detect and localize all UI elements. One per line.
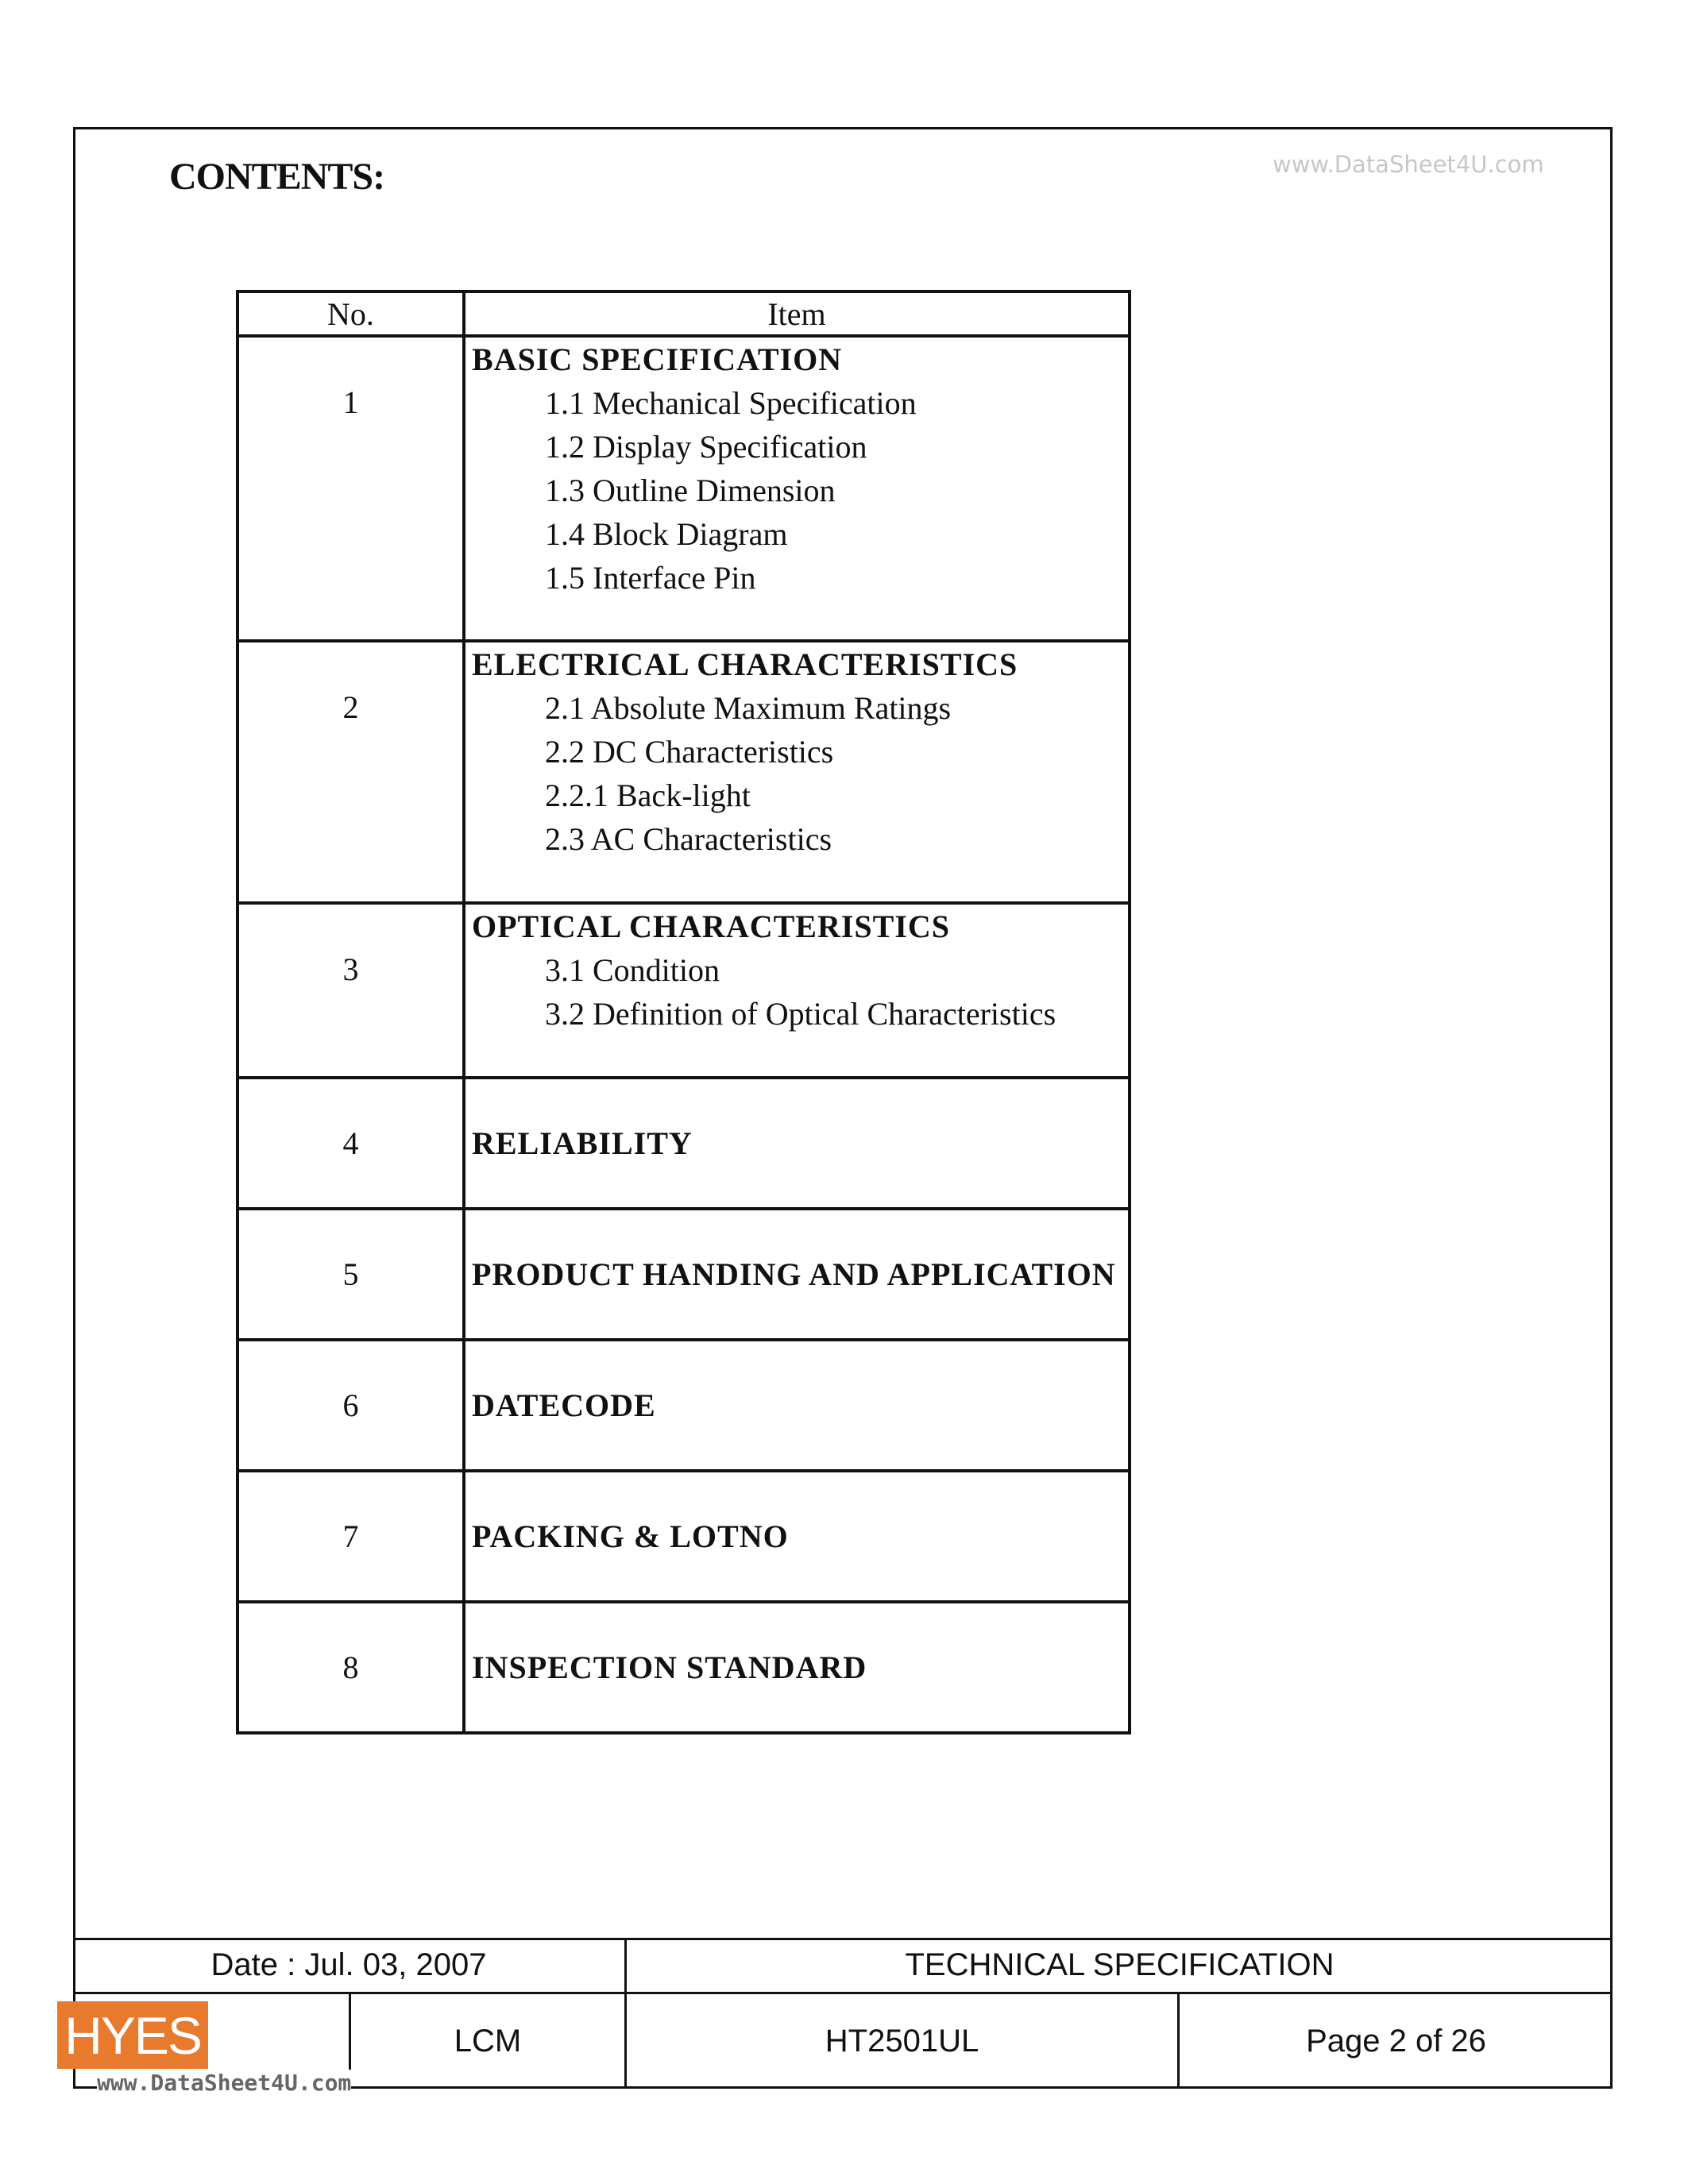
row-item bbox=[464, 1471, 1130, 1602]
row-number: 5 bbox=[238, 1209, 464, 1340]
sub-item: 3.1 Condition bbox=[545, 952, 720, 988]
footer-date: Date : Jul. 03, 2007 bbox=[211, 1947, 487, 1982]
row-item bbox=[464, 1209, 1130, 1340]
row-item bbox=[464, 1078, 1130, 1209]
section-title: OPTICAL CHARACTERISTICS bbox=[472, 909, 951, 944]
footer-product-type: LCM bbox=[454, 2024, 522, 2059]
sub-item: 2.2 DC Characteristics bbox=[545, 734, 834, 770]
row-item bbox=[464, 641, 1130, 903]
section-title: PACKING & LOTNO bbox=[472, 1518, 789, 1554]
footer-doc-type: TECHNICAL SPECIFICATION bbox=[905, 1947, 1335, 1982]
column-header-no: No. bbox=[238, 291, 464, 336]
sub-item: 2.3 AC Characteristics bbox=[545, 821, 832, 857]
row-item bbox=[464, 1340, 1130, 1471]
row-number: 1 bbox=[238, 336, 464, 641]
table-row bbox=[238, 336, 1130, 641]
page-title: CONTENTS: bbox=[169, 156, 385, 198]
sub-item: 1.3 Outline Dimension bbox=[545, 473, 836, 508]
section-title: DATECODE bbox=[472, 1387, 656, 1423]
watermark-link-top[interactable]: www.DataSheet4U.com bbox=[1273, 151, 1544, 178]
sub-item: 2.2.1 Back-light bbox=[545, 778, 751, 813]
table-row bbox=[238, 1209, 1130, 1340]
row-number: 7 bbox=[238, 1471, 464, 1602]
sub-item: 2.1 Absolute Maximum Ratings bbox=[545, 690, 952, 726]
sub-item: 1.4 Block Diagram bbox=[545, 516, 788, 552]
watermark-link-bottom[interactable]: www.DataSheet4U.com bbox=[97, 2070, 352, 2096]
row-item bbox=[464, 336, 1130, 641]
row-number: 3 bbox=[238, 903, 464, 1078]
row-number: 8 bbox=[238, 1602, 464, 1733]
sub-item: 1.1 Mechanical Specification bbox=[545, 385, 917, 421]
table-header-row bbox=[238, 291, 1130, 336]
row-item bbox=[464, 1602, 1130, 1733]
footer-page-number: Page 2 of 26 bbox=[1306, 2024, 1486, 2059]
table-row bbox=[238, 1340, 1130, 1471]
row-item bbox=[464, 903, 1130, 1078]
sub-item: 3.2 Definition of Optical Characteristics bbox=[545, 996, 1056, 1032]
table-row bbox=[238, 903, 1130, 1078]
sub-item: 1.2 Display Specification bbox=[545, 429, 867, 465]
section-title: ELECTRICAL CHARACTERISTICS bbox=[472, 646, 1018, 682]
column-header-item: Item bbox=[464, 291, 1130, 336]
section-title: BASIC SPECIFICATION bbox=[472, 341, 843, 377]
row-number: 4 bbox=[238, 1078, 464, 1209]
footer-table bbox=[73, 1938, 1613, 2089]
table-row bbox=[238, 641, 1130, 903]
contents-table bbox=[236, 290, 1131, 1734]
section-title: PRODUCT HANDING AND APPLICATION bbox=[472, 1256, 1116, 1292]
table-row bbox=[238, 1602, 1130, 1733]
footer-model: HT2501UL bbox=[825, 2024, 979, 2059]
section-title: INSPECTION STANDARD bbox=[472, 1650, 867, 1685]
row-number: 6 bbox=[238, 1340, 464, 1471]
section-title: RELIABILITY bbox=[472, 1125, 693, 1161]
sub-item: 1.5 Interface Pin bbox=[545, 560, 756, 596]
table-row bbox=[238, 1471, 1130, 1602]
row-number: 2 bbox=[238, 641, 464, 903]
hyes-logo: HYES bbox=[57, 2001, 208, 2069]
table-row bbox=[238, 1078, 1130, 1209]
